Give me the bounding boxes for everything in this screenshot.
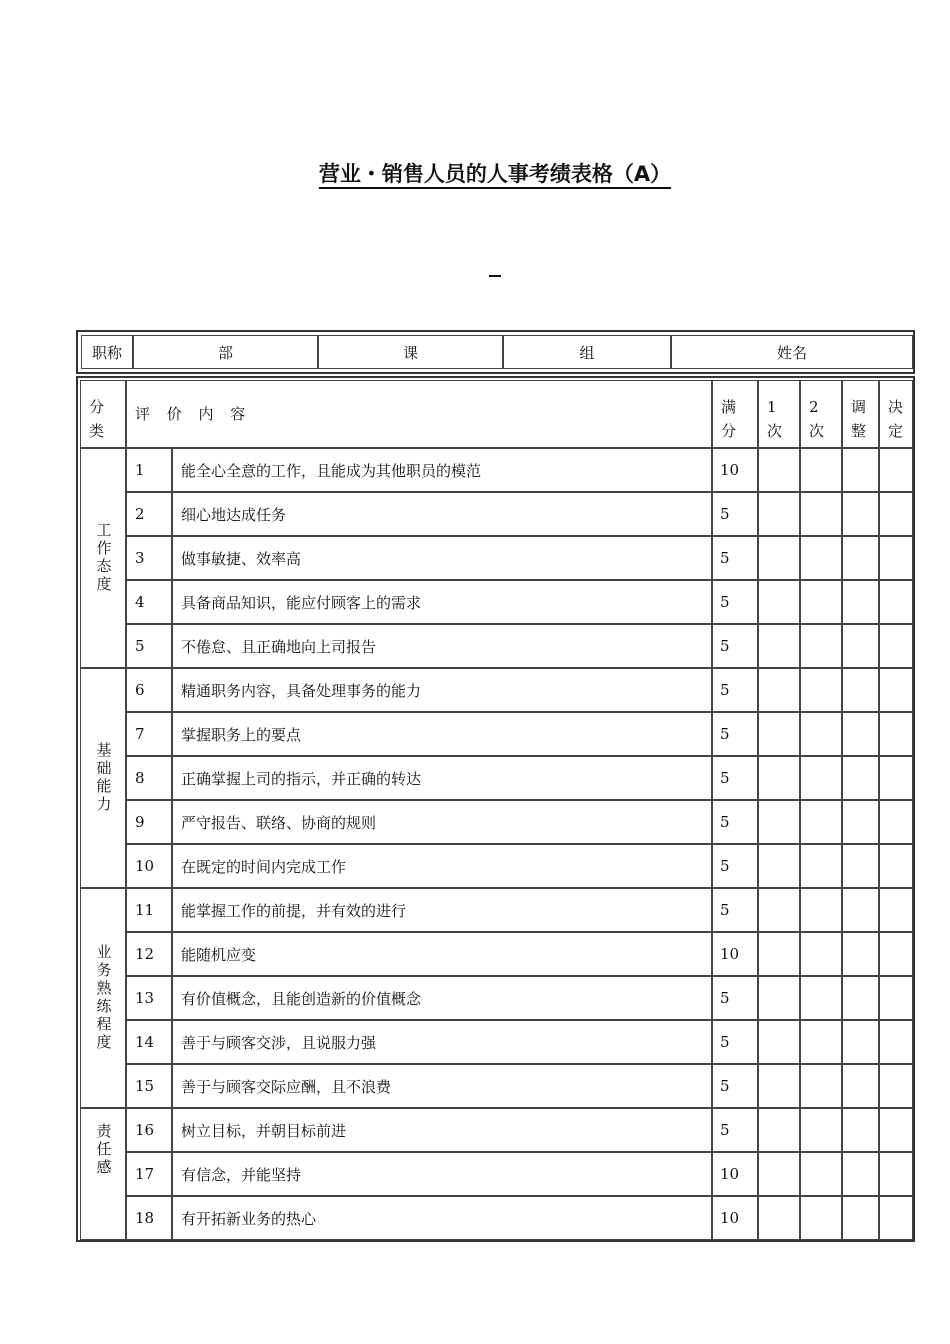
- page-title: 营业・销售人员的人事考绩表格（A）: [318, 162, 672, 186]
- header-full-score: 满 分: [712, 380, 758, 448]
- first-score-field[interactable]: [758, 580, 800, 624]
- adjust-field[interactable]: [842, 580, 879, 624]
- row-number: 3: [126, 536, 172, 580]
- row-content: 有价值概念，且能创造新的价值概念: [172, 976, 712, 1020]
- row-number: 17: [126, 1152, 172, 1196]
- second-score-field[interactable]: [800, 624, 842, 668]
- row-number: 1: [126, 448, 172, 492]
- second-score-field[interactable]: [800, 888, 842, 932]
- name-field[interactable]: 姓名: [671, 335, 913, 369]
- header-adjust: 调 整: [842, 380, 879, 448]
- row-content: 具备商品知识，能应付顾客上的需求: [172, 580, 712, 624]
- decision-field[interactable]: [879, 976, 913, 1020]
- decision-field[interactable]: [879, 1196, 913, 1240]
- decision-field[interactable]: [879, 448, 913, 492]
- decision-field[interactable]: [879, 1108, 913, 1152]
- adjust-field[interactable]: [842, 888, 879, 932]
- second-score-field[interactable]: [800, 668, 842, 712]
- decision-field[interactable]: [879, 844, 913, 888]
- adjust-field[interactable]: [842, 1152, 879, 1196]
- second-score-field[interactable]: [800, 1064, 842, 1108]
- decision-field[interactable]: [879, 536, 913, 580]
- row-content: 严守报告、联络、协商的规则: [172, 800, 712, 844]
- first-score-field[interactable]: [758, 756, 800, 800]
- first-score-field[interactable]: [758, 492, 800, 536]
- job-title-label: 职称: [81, 335, 133, 369]
- second-score-field[interactable]: [800, 1196, 842, 1240]
- adjust-field[interactable]: [842, 932, 879, 976]
- category-label: 责任感: [94, 1123, 113, 1177]
- separator-dash: [489, 275, 501, 277]
- row-number: 12: [126, 932, 172, 976]
- adjust-field[interactable]: [842, 800, 879, 844]
- first-score-field[interactable]: [758, 668, 800, 712]
- header-first: 1 次: [758, 380, 800, 448]
- adjust-field[interactable]: [842, 976, 879, 1020]
- row-content: 能掌握工作的前提，并有效的进行: [172, 888, 712, 932]
- category-label: 基础能力: [94, 742, 113, 814]
- adjust-field[interactable]: [842, 844, 879, 888]
- first-score-field[interactable]: [758, 1152, 800, 1196]
- adjust-field[interactable]: [842, 668, 879, 712]
- second-score-field[interactable]: [800, 492, 842, 536]
- section-field[interactable]: 课: [318, 335, 503, 369]
- second-score-field[interactable]: [800, 536, 842, 580]
- adjust-field[interactable]: [842, 536, 879, 580]
- row-content: 正确掌握上司的指示，并正确的转达: [172, 756, 712, 800]
- row-number: 2: [126, 492, 172, 536]
- header-decision: 决 定: [879, 380, 913, 448]
- row-full-score: 10: [712, 1196, 758, 1240]
- row-number: 4: [126, 580, 172, 624]
- first-score-field[interactable]: [758, 1196, 800, 1240]
- row-number: 10: [126, 844, 172, 888]
- row-content: 掌握职务上的要点: [172, 712, 712, 756]
- adjust-field[interactable]: [842, 712, 879, 756]
- first-score-field[interactable]: [758, 888, 800, 932]
- row-number: 13: [126, 976, 172, 1020]
- row-full-score: 10: [712, 1152, 758, 1196]
- row-number: 9: [126, 800, 172, 844]
- decision-field[interactable]: [879, 624, 913, 668]
- first-score-field[interactable]: [758, 448, 800, 492]
- adjust-field[interactable]: [842, 448, 879, 492]
- category-cell: [80, 668, 126, 888]
- row-full-score: 5: [712, 1108, 758, 1152]
- second-score-field[interactable]: [800, 1108, 842, 1152]
- row-full-score: 5: [712, 888, 758, 932]
- group-field[interactable]: 组: [503, 335, 671, 369]
- second-score-field[interactable]: [800, 448, 842, 492]
- row-content: 善于与顾客交涉，且说服力强: [172, 1020, 712, 1064]
- first-score-field[interactable]: [758, 1064, 800, 1108]
- second-score-field[interactable]: [800, 932, 842, 976]
- second-score-field[interactable]: [800, 1152, 842, 1196]
- first-score-field[interactable]: [758, 844, 800, 888]
- row-content: 树立目标，并朝目标前进: [172, 1108, 712, 1152]
- header-category: 分 类: [80, 380, 126, 448]
- decision-field[interactable]: [879, 800, 913, 844]
- category-cell: [80, 888, 126, 1108]
- row-full-score: 5: [712, 712, 758, 756]
- row-content: 在既定的时间内完成工作: [172, 844, 712, 888]
- decision-field[interactable]: [879, 712, 913, 756]
- row-full-score: 10: [712, 448, 758, 492]
- row-number: 14: [126, 1020, 172, 1064]
- adjust-field[interactable]: [842, 624, 879, 668]
- decision-field[interactable]: [879, 888, 913, 932]
- adjust-field[interactable]: [842, 1064, 879, 1108]
- second-score-field[interactable]: [800, 756, 842, 800]
- row-number: 11: [126, 888, 172, 932]
- first-score-field[interactable]: [758, 712, 800, 756]
- decision-field[interactable]: [879, 1020, 913, 1064]
- second-score-field[interactable]: [800, 844, 842, 888]
- row-content: 不倦怠、且正确地向上司报告: [172, 624, 712, 668]
- row-number: 15: [126, 1064, 172, 1108]
- second-score-field[interactable]: [800, 580, 842, 624]
- row-number: 5: [126, 624, 172, 668]
- first-score-field[interactable]: [758, 1108, 800, 1152]
- row-content: 细心地达成任务: [172, 492, 712, 536]
- adjust-field[interactable]: [842, 1108, 879, 1152]
- decision-field[interactable]: [879, 492, 913, 536]
- first-score-field[interactable]: [758, 1020, 800, 1064]
- row-full-score: 5: [712, 1064, 758, 1108]
- adjust-field[interactable]: [842, 492, 879, 536]
- first-score-field[interactable]: [758, 976, 800, 1020]
- row-full-score: 5: [712, 580, 758, 624]
- category-cell: [80, 448, 126, 668]
- decision-field[interactable]: [879, 580, 913, 624]
- adjust-field[interactable]: [842, 1196, 879, 1240]
- row-content: 能随机应变: [172, 932, 712, 976]
- decision-field[interactable]: [879, 1064, 913, 1108]
- row-content: 有开拓新业务的热心: [172, 1196, 712, 1240]
- evaluation-table: [76, 376, 915, 1242]
- row-full-score: 5: [712, 624, 758, 668]
- header-content: 评 价 内 容: [126, 380, 712, 448]
- info-header-row: [76, 330, 915, 374]
- row-content: 有信念，并能坚持: [172, 1152, 712, 1196]
- first-score-field[interactable]: [758, 536, 800, 580]
- row-full-score: 5: [712, 844, 758, 888]
- row-full-score: 5: [712, 668, 758, 712]
- second-score-field[interactable]: [800, 1020, 842, 1064]
- row-full-score: 5: [712, 756, 758, 800]
- row-number: 18: [126, 1196, 172, 1240]
- row-content: 善于与顾客交际应酬，且不浪费: [172, 1064, 712, 1108]
- row-full-score: 5: [712, 800, 758, 844]
- second-score-field[interactable]: [800, 800, 842, 844]
- decision-field[interactable]: [879, 932, 913, 976]
- dept-field[interactable]: 部: [133, 335, 318, 369]
- first-score-field[interactable]: [758, 624, 800, 668]
- adjust-field[interactable]: [842, 756, 879, 800]
- row-number: 8: [126, 756, 172, 800]
- row-full-score: 5: [712, 492, 758, 536]
- decision-field[interactable]: [879, 756, 913, 800]
- second-score-field[interactable]: [800, 712, 842, 756]
- row-full-score: 5: [712, 976, 758, 1020]
- row-content: 能全心全意的工作，且能成为其他职员的模范: [172, 448, 712, 492]
- first-score-field[interactable]: [758, 932, 800, 976]
- row-full-score: 5: [712, 536, 758, 580]
- adjust-field[interactable]: [842, 1020, 879, 1064]
- row-full-score: 5: [712, 1020, 758, 1064]
- decision-field[interactable]: [879, 668, 913, 712]
- row-content: 精通职务内容，具备处理事务的能力: [172, 668, 712, 712]
- row-content: 做事敏捷、效率高: [172, 536, 712, 580]
- decision-field[interactable]: [879, 1152, 913, 1196]
- row-full-score: 10: [712, 932, 758, 976]
- second-score-field[interactable]: [800, 976, 842, 1020]
- category-label: 业务熟练程度: [94, 944, 113, 1052]
- row-number: 6: [126, 668, 172, 712]
- header-second: 2 次: [800, 380, 842, 448]
- category-label: 工作态度: [94, 522, 113, 594]
- row-number: 16: [126, 1108, 172, 1152]
- category-cell: [80, 1108, 126, 1240]
- row-number: 7: [126, 712, 172, 756]
- first-score-field[interactable]: [758, 800, 800, 844]
